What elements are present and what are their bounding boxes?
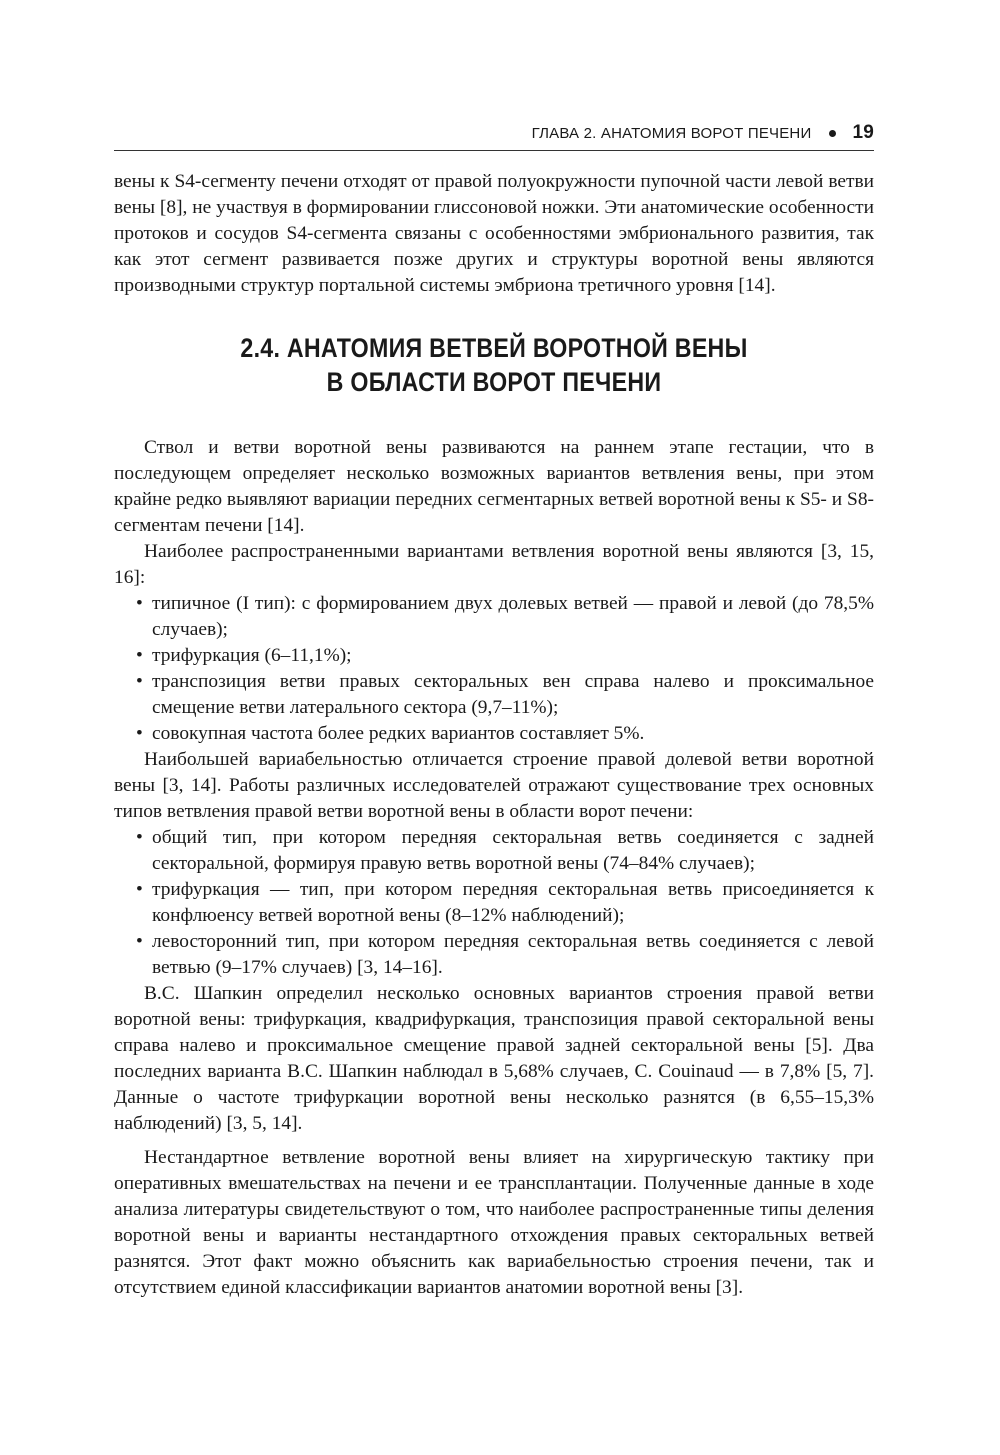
list-item: • трифуркация — тип, при котором передняя секторальная ветвь присоединяется к конфлюенсу ветвей воротной вены (8–12% наблюдений);: [114, 877, 874, 929]
paragraph-1: Ствол и ветви воротной вены развиваются на раннем этапе гестации, что в последующем определяет несколько возможных вариантов ветвления вены, при этом крайне редко выявляют вариации передних сегментарных ветвей воротной вены к S5- и S8-сегментам печени [14].: [114, 437, 874, 536]
list-item: • общий тип, при котором передняя секторальная ветвь соединяется с задней секторальной, формируя правую ветвь воротной вены (74–84% случаев);: [114, 825, 874, 877]
list-item: • типичное (I тип): с формированием двух долевых ветвей — правой и левой (до 78,5% случаев);: [114, 591, 874, 643]
paragraph-4: В.С. Шапкин определил несколько основных вариантов строения правой ветви воротной вены: трифуркация, квадрифуркация, транспозиция правой секторальной вены справа налево и проксимальное смещение правой задней секторальной вены [5]. Два последних варианта В.С. Шапкин наблюдал в 5,68% случаев, C. Couinaud — в 7,8% [5, 7]. Данные о частоте трифуркации воротной вены несколько разнятся (в 6,55–15,3% наблюдений) [3, 5, 14].: [114, 983, 874, 1134]
header-bullet-icon: [829, 130, 836, 137]
list-item: • транспозиция ветви правых секторальных вен справа налево и проксимальное смещение ветви латерального сектора (9,7–11%);: [114, 669, 874, 721]
intro-paragraph: вены к S4-сегменту печени отходят от правой полуокружности пупочной части левой ветви вены [8], не участвуя в формировании глиссоновой ножки. Эти анатомические особенности протоков и сосудов S4-сегмента связаны с особенностями эмбрионального развития, так как этот сегмент развивается позже других и структуры воротной вены являются производными структур портальной системы эмбриона третичного уровня [14].: [114, 171, 874, 296]
section-heading-line-2: В ОБЛАСТИ ВОРОТ ПЕЧЕНИ: [326, 367, 662, 397]
list-item: • трифуркация (6–11,1%);: [114, 643, 874, 669]
running-header: [114, 120, 874, 151]
list-item: • левосторонний тип, при котором передняя секторальная ветвь соединяется с левой ветвью (9–17% случаев) [3, 14–16].: [114, 929, 874, 981]
page-number: 19: [852, 122, 874, 143]
paragraph-3: Наибольшей вариабельностью отличается строение правой долевой ветви воротной вены [3, 14]. Работы различных исследователей отражают существование трех основных типов ветвления правой ветви воротной вены в области ворот печени:: [114, 749, 874, 822]
list-item: • совокупная частота более редких вариантов составляет 5%.: [114, 721, 874, 747]
right-branch-types-list: [114, 825, 874, 981]
book-page: [114, 120, 874, 1301]
paragraph-2: Наиболее распространенными вариантами ветвления воротной вены являются [3, 15, 16]:: [114, 541, 874, 588]
section-heading-line-1: 2.4. АНАТОМИЯ ВЕТВЕЙ ВОРОТНОЙ ВЕНЫ: [240, 333, 748, 363]
paragraph-5: Нестандартное ветвление воротной вены влияет на хирургическую тактику при оперативных вмешательствах на печени и ее трансплантации. Полученные данные в ходе анализа литературы свидетельствуют о том, что наиболее распространенные типы деления воротной вены и варианты нестандартного отхождения правых секторальных ветвей разнятся. Этот факт можно объяснить как вариабельностью строения печени, так и отсутствием единой классификации вариантов анатомии воротной вены [3].: [114, 1147, 874, 1298]
chapter-title: ГЛАВА 2. АНАТОМИЯ ВОРОТ ПЕЧЕНИ: [531, 124, 812, 142]
section-heading: [167, 331, 821, 399]
page-body: [114, 169, 874, 1301]
branching-variants-list: [114, 591, 874, 747]
